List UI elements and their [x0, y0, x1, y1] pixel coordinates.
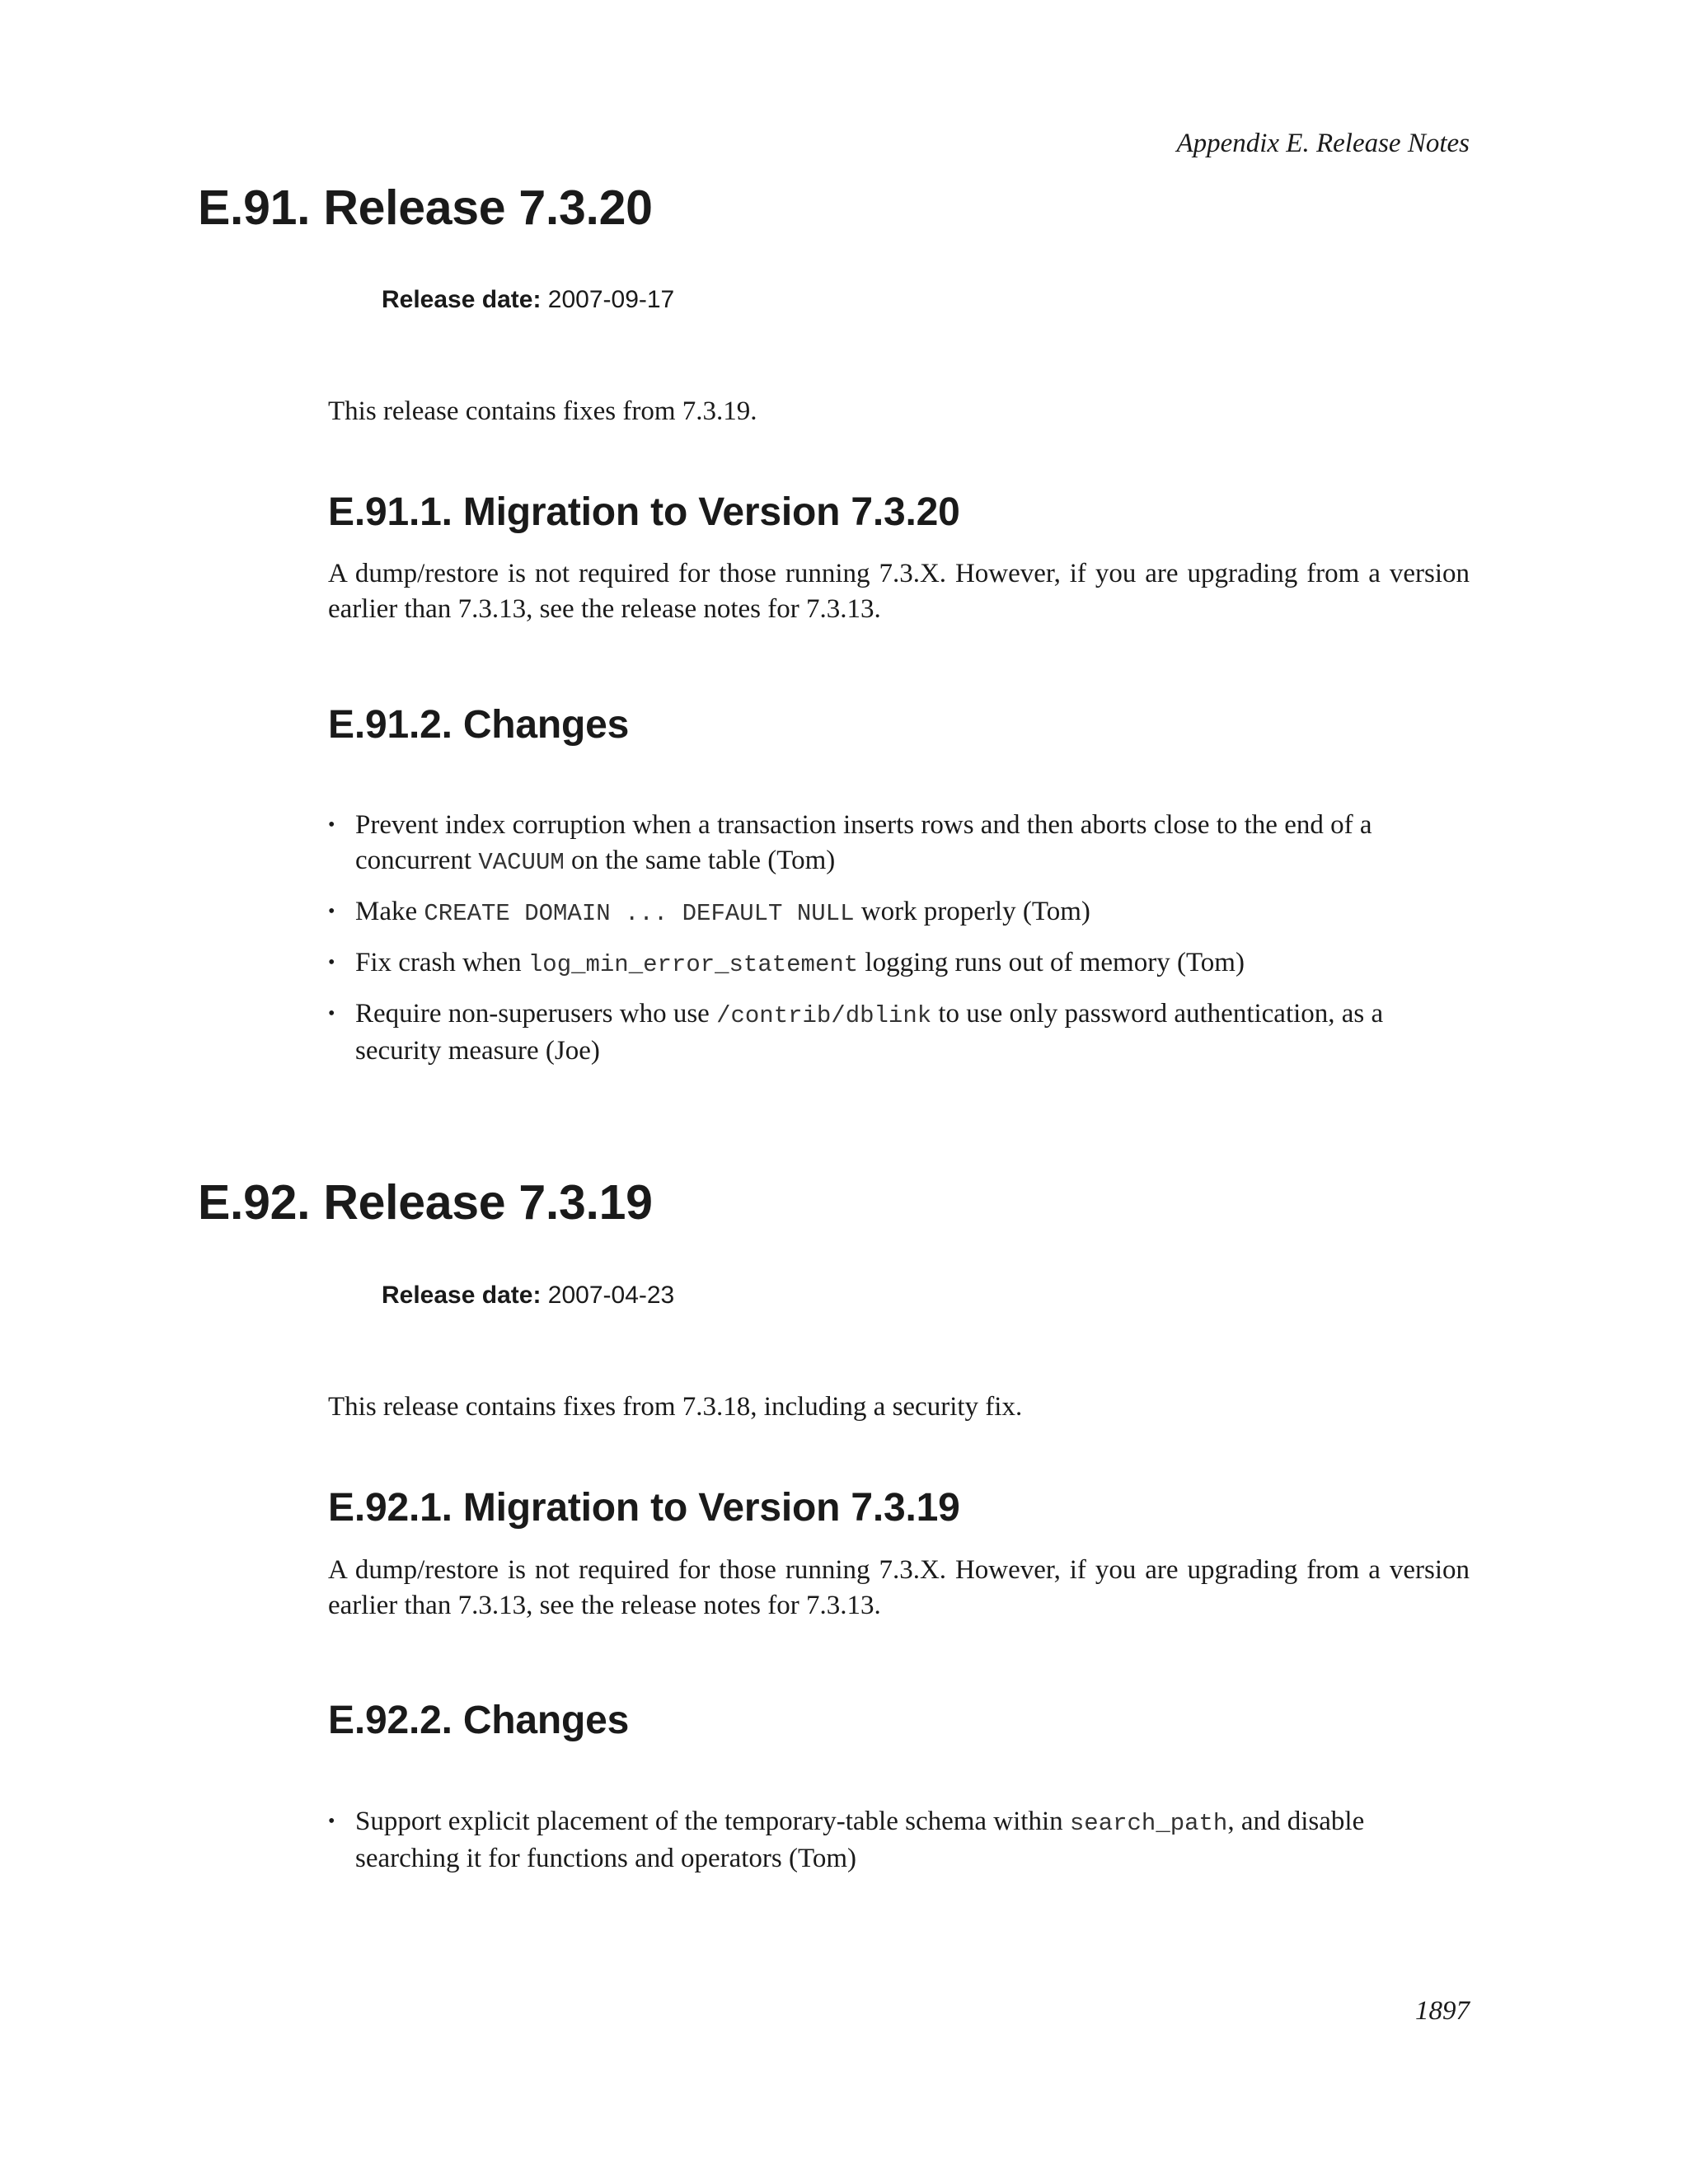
list-item: • Support explicit placement of the temporary-table schema within search_path, and disable searching it for functions and operators (Tom): [328, 1804, 1470, 1877]
code-literal: CREATE DOMAIN ... DEFAULT NULL: [424, 900, 855, 927]
bullet-icon: •: [328, 952, 335, 973]
subsection-title: E.92.2. Changes: [328, 1699, 630, 1742]
code-literal: VACUUM: [478, 849, 565, 876]
running-header: Appendix E. Release Notes: [1176, 129, 1470, 158]
release-date-label: Release date:: [382, 286, 542, 313]
list-item: • Fix crash when log_min_error_statement logging runs out of memory (Tom): [328, 945, 1470, 982]
list-item: • Require non-superusers who use /contrib/dblink to use only password authentication, as a security measure (Joe): [328, 996, 1470, 1069]
changes-list: [328, 1804, 1470, 1891]
subsection-title: E.92.1. Migration to Version 7.3.19: [328, 1486, 960, 1530]
migration-text: A dump/restore is not required for those running 7.3.X. However, if you are upgrading from a version earlier than 7.3.13, see the release notes for 7.3.13.: [328, 559, 1470, 624]
subsection-title: E.91.1. Migration to Version 7.3.20: [328, 490, 960, 534]
release-date-value: 2007-04-23: [547, 1282, 675, 1309]
code-literal: log_min_error_statement: [528, 951, 859, 978]
code-literal: /contrib/dblink: [716, 1002, 932, 1029]
release-date-label: Release date:: [382, 1282, 542, 1309]
migration-text: A dump/restore is not required for those running 7.3.X. However, if you are upgrading from a version earlier than 7.3.13, see the release notes for 7.3.13.: [328, 1555, 1470, 1620]
list-item: • Make CREATE DOMAIN ... DEFAULT NULL work properly (Tom): [328, 894, 1470, 931]
section-intro: This release contains fixes from 7.3.18, including a security fix.: [328, 1392, 1023, 1422]
section-title: E.92. Release 7.3.19: [198, 1175, 653, 1230]
section-title: E.91. Release 7.3.20: [198, 180, 653, 235]
bullet-icon: •: [328, 1811, 335, 1832]
code-literal: search_path: [1069, 1810, 1228, 1837]
bullet-icon: •: [328, 1003, 335, 1024]
release-date: [382, 286, 674, 314]
bullet-icon: •: [328, 901, 335, 922]
subsection-title: E.91.2. Changes: [328, 703, 630, 747]
list-item: • Prevent index corruption when a transaction inserts rows and then aborts close to the end of a concurrent VACUUM on the same table (Tom): [328, 808, 1470, 880]
release-date-value: 2007-09-17: [547, 286, 675, 313]
section-intro: This release contains fixes from 7.3.19.: [328, 396, 757, 426]
changes-list: [328, 808, 1470, 1083]
bullet-icon: •: [328, 814, 335, 836]
release-date: [382, 1282, 674, 1310]
page-number: 1897: [1415, 1996, 1470, 2026]
